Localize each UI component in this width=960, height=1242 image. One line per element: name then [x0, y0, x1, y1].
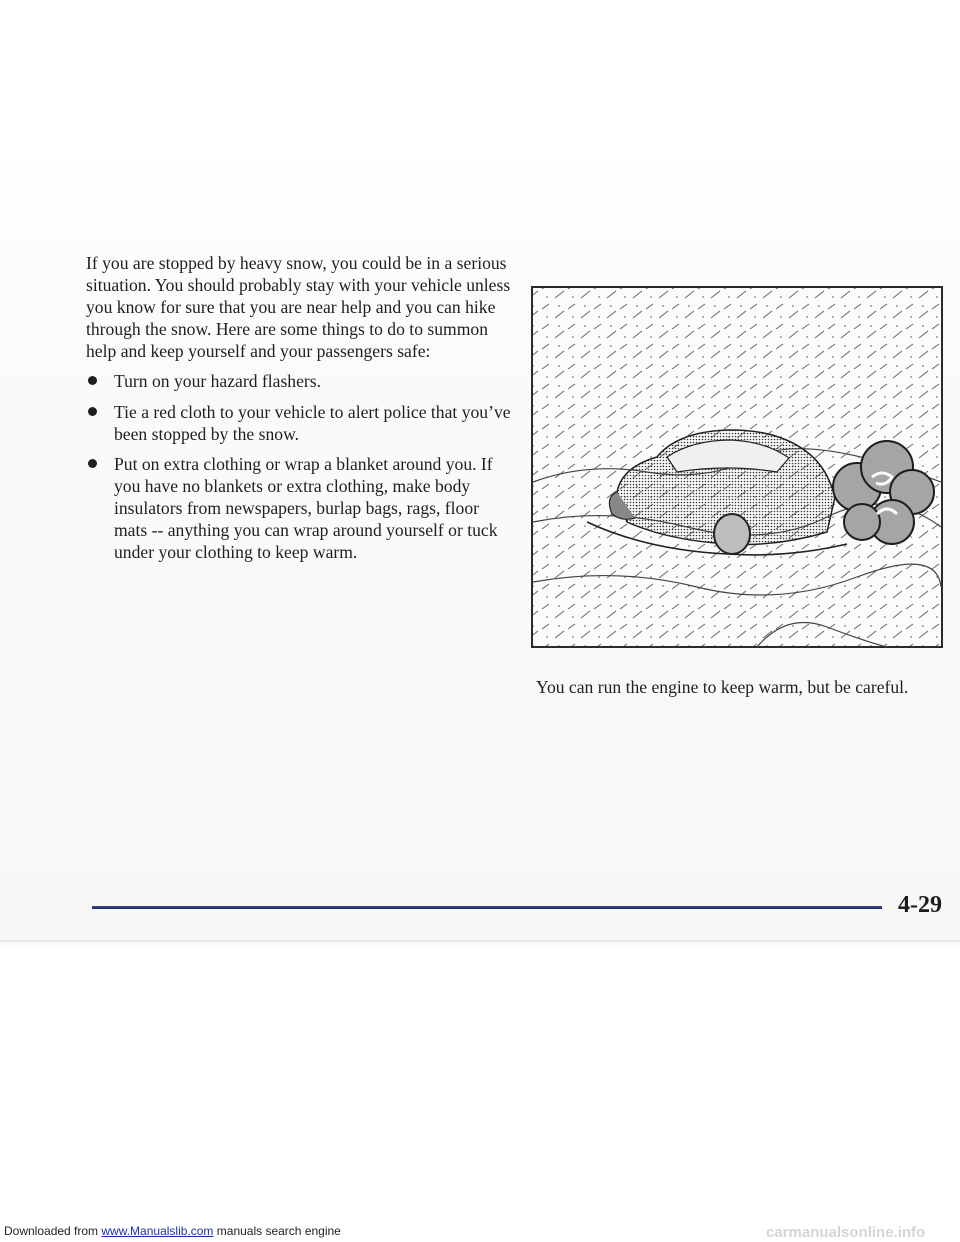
watermark: carmanualsonline.info	[766, 1224, 926, 1241]
list-item-text: Turn on your hazard flashers.	[114, 371, 322, 392]
list-item	[86, 370, 511, 392]
intro-paragraph: If you are stopped by heavy snow, you could be in a serious situation. You should probably stay with your vehicle unless you know for sure that you are near help and you can hike through the snow. Here are some things to do to summon help and keep yourself and your passengers safe:	[86, 253, 511, 362]
footer-rule	[92, 906, 882, 909]
bullet-icon	[88, 459, 97, 468]
list-item-text: Tie a red cloth to your vehicle to alert police that you’ve been stopped by the snow.	[114, 401, 511, 444]
manualslib-link[interactable]: www.Manualslib.com	[101, 1224, 214, 1238]
scan-band	[0, 940, 960, 942]
bullet-icon	[88, 376, 97, 385]
footer-prefix: Downloaded from	[4, 1224, 102, 1238]
download-footer	[4, 1224, 341, 1238]
list-item	[86, 401, 511, 445]
body-text	[86, 252, 511, 571]
page-number: 4-29	[898, 892, 942, 918]
footer-suffix: manuals search engine	[213, 1224, 341, 1238]
list-item	[86, 453, 511, 563]
illustration-caption: You can run the engine to keep warm, but be careful.	[536, 677, 909, 697]
car-stuck-in-snow-icon	[527, 282, 947, 652]
list-item-text: Put on extra clothing or wrap a blanket around you. If you have no blankets or extra clothing, make body insulators from newspapers, burlap bags, rags, floor mats -- anything you can wrap around yourself or tuck under your clothing to keep warm.	[114, 453, 498, 563]
tips-list	[86, 370, 511, 563]
bullet-icon	[88, 407, 97, 416]
